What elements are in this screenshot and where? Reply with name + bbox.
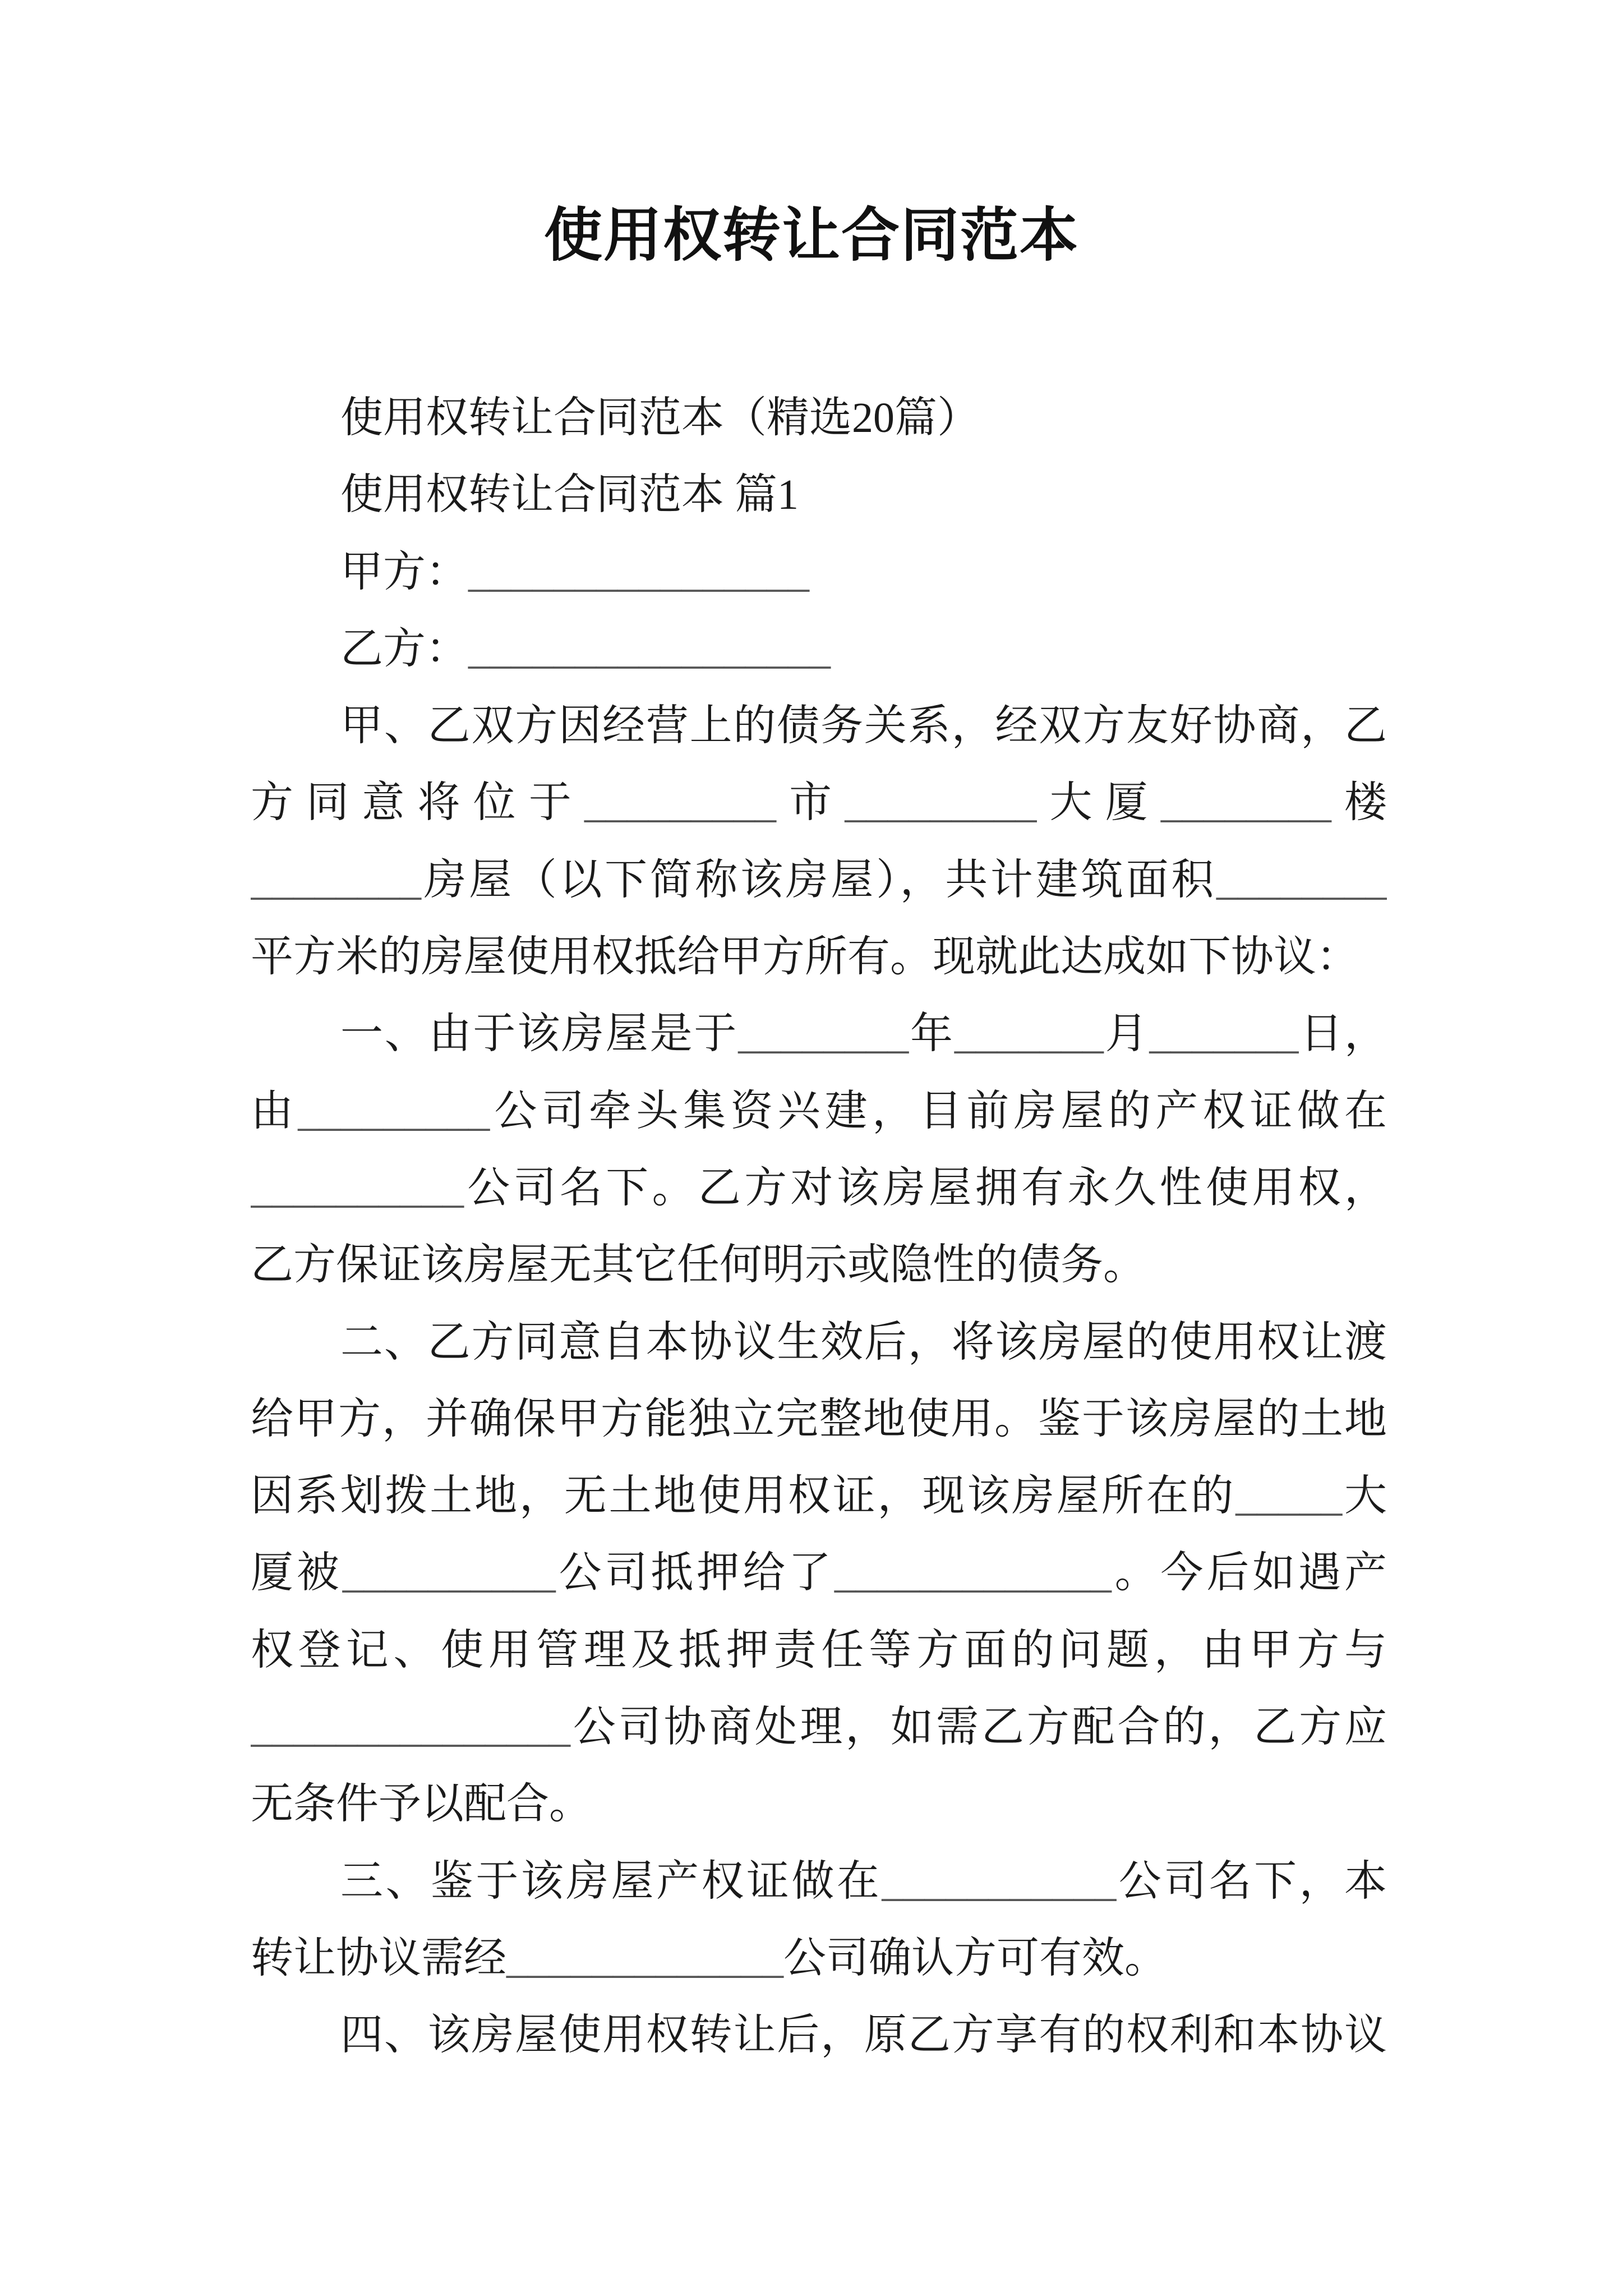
text-line <box>251 1073 1387 1150</box>
blank-field: ________ <box>251 856 421 904</box>
blank-field: __________ <box>251 1164 464 1212</box>
text-line <box>251 919 1387 996</box>
party-b-blank-field: _________________ <box>468 625 831 673</box>
text-segment: 公司抵押给了 <box>555 1549 834 1597</box>
text-line <box>251 1150 1387 1227</box>
text-line <box>251 1766 1387 1843</box>
blank-field: __________ <box>342 1549 556 1597</box>
text-segment: 市 <box>776 779 845 827</box>
text-line <box>251 688 1387 765</box>
text-segment: 公司名下，本 <box>1116 1857 1387 1905</box>
party-b-label: 乙方： <box>340 625 468 673</box>
blank-field: _____________ <box>834 1549 1112 1597</box>
document-title: 使用权转让合同范本 <box>543 204 1079 268</box>
text-segment: 年 <box>909 1010 955 1058</box>
text-segment: 因系划拨土地，无土地使用权证，现该房屋所在的 <box>251 1473 1236 1520</box>
text-segment: 。今后如遇产 <box>1111 1549 1387 1597</box>
blank-field: _______________ <box>251 1704 570 1751</box>
text-segment: 乙方保证该房屋无其它任何明示或隐性的债务。 <box>251 1241 1146 1289</box>
blank-field: ________ <box>738 1010 909 1058</box>
blank-field: _____________ <box>506 1934 783 1982</box>
party-a-line <box>251 534 1387 611</box>
text-segment: 厦被 <box>251 1549 343 1597</box>
blank-field: ________ <box>1160 779 1331 827</box>
text-segment: 由 <box>251 1087 298 1135</box>
text-line <box>251 765 1387 841</box>
blank-field: _______ <box>954 1010 1104 1058</box>
text-segment: 日， <box>1298 1010 1387 1058</box>
text-line <box>251 1997 1387 2074</box>
text-segment: 方同意将位于 <box>251 779 584 827</box>
text-segment: 大 <box>1342 1473 1387 1520</box>
blank-field: _________ <box>845 779 1037 827</box>
text-segment: 无条件予以配合。 <box>251 1780 592 1828</box>
blank-field: ________ <box>1216 856 1387 904</box>
blank-field: ___________ <box>882 1857 1117 1905</box>
text-segment: 二、乙方同意自本协议生效后，将该房屋的使用权让渡 <box>340 1318 1387 1366</box>
text-segment: 公司协商处理，如需乙方配合的，乙方应 <box>570 1704 1387 1751</box>
chapter-heading: 使用权转让合同范本 篇1 <box>340 471 799 519</box>
text-segment: 大厦 <box>1036 779 1161 827</box>
document-body <box>251 380 1387 2074</box>
party-b-line <box>251 611 1387 688</box>
clause-paragraph <box>251 688 1387 996</box>
text-segment: 平方米的房屋使用权抵给甲方所有。现就此达成如下协议： <box>251 933 1359 981</box>
text-segment: 楼 <box>1331 779 1387 827</box>
text-line <box>251 1843 1387 1920</box>
text-line <box>251 996 1387 1073</box>
text-line <box>251 1227 1387 1304</box>
text-line <box>251 1920 1387 1997</box>
clause-paragraph <box>251 1304 1387 1843</box>
text-segment: 房屋（以下简称该房屋），共计建筑面积 <box>421 856 1216 904</box>
text-line <box>251 1612 1387 1689</box>
text-segment: 转让协议需经 <box>251 1934 506 1982</box>
text-line <box>251 1458 1387 1535</box>
text-segment: 公司确认方可有效。 <box>783 1934 1167 1982</box>
blank-field: _________ <box>298 1087 490 1135</box>
clause-paragraph <box>251 1843 1387 1998</box>
blank-field: _____ <box>1235 1473 1343 1520</box>
text-line <box>251 1535 1387 1612</box>
text-segment: 四、该房屋使用权转让后，原乙方享有的权利和本协议 <box>340 2012 1387 2059</box>
clause-paragraph <box>251 996 1387 1304</box>
text-segment: 甲、乙双方因经营上的债务关系，经双方友好协商，乙 <box>340 702 1387 750</box>
blank-field: _______ <box>1149 1010 1299 1058</box>
text-line <box>251 1381 1387 1458</box>
text-segment: 三、鉴于该房屋产权证做在 <box>340 1857 882 1905</box>
text-segment: 公司牵头集资兴建，目前房屋的产权证做在 <box>490 1087 1387 1135</box>
collection-heading: 使用权转让合同范本（精选20篇） <box>340 394 980 441</box>
blank-field: _________ <box>584 779 776 827</box>
text-segment: 一、由于该房屋是于 <box>340 1010 739 1058</box>
text-segment: 给甲方，并确保甲方能独立完整地使用。鉴于该房屋的土地 <box>251 1395 1387 1443</box>
clause-paragraph <box>251 1997 1387 2074</box>
text-segment: 权登记、使用管理及抵押责任等方面的问题，由甲方与 <box>251 1626 1387 1674</box>
text-line <box>251 1689 1387 1766</box>
text-segment: 月 <box>1103 1010 1150 1058</box>
text-line <box>251 842 1387 919</box>
party-a-label: 甲方： <box>340 548 468 596</box>
text-line <box>251 1304 1387 1381</box>
party-a-blank-field: ________________ <box>468 548 809 596</box>
text-segment: 公司名下。乙方对该房屋拥有永久性使用权， <box>464 1164 1387 1212</box>
